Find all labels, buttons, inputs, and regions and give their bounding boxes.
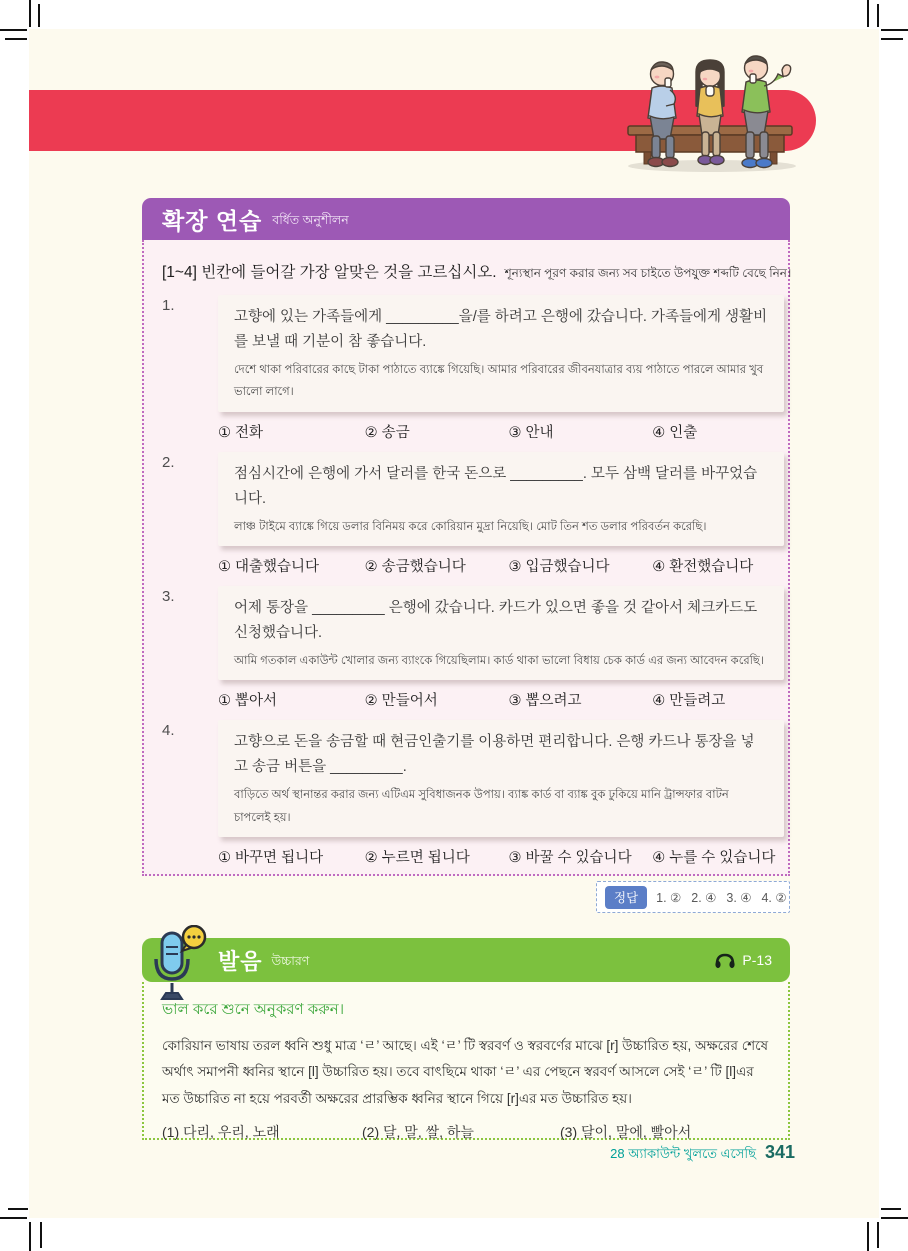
example-3: (3) 달이, 말에, 빨아서 bbox=[560, 1123, 692, 1140]
practice-section-header bbox=[142, 198, 790, 240]
instruction-korean: [1~4] 빈칸에 들어갈 가장 알맞은 것을 고르십시오. bbox=[162, 264, 497, 281]
headphones-icon bbox=[713, 950, 737, 970]
option-1: ① 바꾸면 됩니다 bbox=[218, 850, 324, 867]
practice-title-bengali: বর্ধিত অনুশীলন bbox=[272, 213, 349, 227]
option-1: ① 대출했습니다 bbox=[218, 559, 320, 576]
answer-options bbox=[218, 555, 796, 576]
page-footer bbox=[610, 1142, 795, 1166]
option-2: ② 누르면 됩니다 bbox=[364, 850, 470, 867]
passage-korean: 고향에 있는 가족들에게 _________을/를 하려고 은행에 갔습니다. 가족들에게 생활비를 보낼 때 기분이 참 좋습니다. bbox=[234, 309, 768, 350]
passage-bengali: দেশে থাকা পরিবারের কাছে টাকা পাঠাতে ব্যাঙ্কে গিয়েছি। আমার পরিবারের জীবনযাত্রার ব্যয় পাঠাতে পারলে আমার খুব ভালো লাগে। bbox=[234, 363, 764, 399]
option-3: ③ 안내 bbox=[508, 424, 554, 441]
option-4: ④ 환전했습니다 bbox=[652, 559, 754, 576]
pronunciation-examples bbox=[162, 1122, 770, 1142]
answer-key-badge: 정답 bbox=[605, 886, 647, 909]
audio-track-label: P-13 bbox=[742, 952, 772, 968]
answer-3: 3. ④ bbox=[726, 890, 752, 905]
option-4: ④ 누를 수 있습니다 bbox=[652, 850, 776, 867]
question-3 bbox=[160, 586, 772, 710]
answer-options bbox=[218, 846, 796, 867]
practice-section-body bbox=[142, 240, 790, 876]
question-passage-card bbox=[218, 295, 784, 412]
example-2: (2) 달, 말, 쌀, 하늘 bbox=[362, 1123, 474, 1140]
page-number: 341 bbox=[764, 1142, 795, 1162]
question-4 bbox=[160, 720, 776, 867]
question-number: 1. bbox=[162, 297, 175, 314]
option-4: ④ 만들려고 bbox=[652, 693, 726, 710]
pronunciation-explanation: কোরিয়ান ভাষায় তরল ধ্বনি শুধু মাত্র ‘ㄹ’ আছে। এই ‘ㄹ’ টি স্বরবর্ণ ও স্বরবর্ণের মাঝে [r] উচ্চারিত হয়, অক্ষরের শেষে অর্থাৎ সমাপনী ধ্বনির স্থানে [l] উচ্চারিত হয়। তবে বাৎছিমে থাকা ‘ㄹ’ এর পেছনে স্বরবর্ণ আসলে সেই ‘ㄹ’ টি [l]এর মত উচ্চারিত না হয়ে পরবর্তী অক্ষরের প্রারম্ভিক ধ্বনির স্থানে গিয়ে [r]এর মত উচ্চারিত হয়। bbox=[162, 1038, 769, 1106]
example-1: (1) 다리, 우리, 노래 bbox=[162, 1123, 280, 1140]
audio-track-indicator bbox=[713, 950, 772, 970]
passage-korean: 고향으로 돈을 송금할 때 현금인출기를 이용하면 편리합니다. 은행 카드나 통장을 넣고 송금 버튼을 _________. bbox=[234, 734, 755, 776]
pronunciation-instruction: ভাল করে শুনে অনুকরণ করুন। bbox=[162, 1001, 345, 1018]
option-4: ④ 인출 bbox=[652, 424, 698, 441]
question-passage-card bbox=[218, 720, 784, 837]
answer-options bbox=[218, 689, 796, 710]
chapter-label: 28 অ্যাকাউন্ট খুলতে এসেছি bbox=[610, 1146, 756, 1161]
pronunciation-title-bengali: উচ্চারণ bbox=[271, 953, 310, 968]
microphone-icon bbox=[142, 925, 214, 1005]
question-2 bbox=[160, 452, 772, 576]
answer-key-box bbox=[596, 881, 790, 913]
answer-1: 1. ② bbox=[656, 890, 682, 905]
option-1: ① 전화 bbox=[218, 424, 264, 441]
pronunciation-title-korean: 발음 bbox=[218, 948, 263, 974]
passage-bengali: বাড়িতে অর্থ স্থানান্তর করার জন্য এটিএম সুবিধাজনক উপায়। ব্যাঙ্ক কার্ড বা ব্যাঙ্ক বুক ঢুকিয়ে মানি ট্রান্সফার বাটন চাপলেই হয়। bbox=[234, 789, 729, 824]
passage-bengali: লাঞ্চ টাইমে ব্যাঙ্কে গিয়ে ডলার বিনিময় করে কোরিয়ান মুদ্রা নিয়েছি। মোট তিন শত ডলার পরিবর্তন করেছি। bbox=[234, 520, 707, 533]
passage-bengali: আমি গতকাল একাউন্ট খোলার জন্য ব্যাংকে গিয়েছিলাম। কার্ড থাকা ভালো বিধায় চেক কার্ড এর জন্য আবেদন করেছি। bbox=[234, 654, 765, 667]
passage-korean: 점심시간에 은행에 가서 달러를 한국 돈으로 _________. 모두 삼백 달러를 바꾸었습니다. bbox=[234, 465, 758, 507]
question-number: 2. bbox=[162, 453, 175, 471]
question-number: 4. bbox=[162, 722, 175, 740]
option-3: ③ 바꿀 수 있습니다 bbox=[508, 850, 632, 867]
passage-korean: 어제 통장을 _________ 은행에 갔습니다. 카드가 있으면 좋을 것 같아서 체크카드도 신청했습니다. bbox=[234, 600, 758, 641]
instruction-bengali: শূন্যস্থান পূরণ করার জন্য সব চাইতে উপযুক্ত শব্দটি বেছে নিন। bbox=[504, 266, 792, 280]
answer-4: 4. ② bbox=[761, 890, 787, 905]
practice-title-korean: 확장 연습 bbox=[162, 207, 263, 234]
question-passage-card bbox=[218, 452, 784, 546]
question-1 bbox=[160, 295, 772, 442]
answer-2: 2. ④ bbox=[691, 890, 717, 905]
question-passage-card bbox=[218, 586, 784, 680]
option-1: ① 뽑아서 bbox=[218, 693, 278, 710]
students-illustration bbox=[610, 50, 815, 178]
pronunciation-section-header bbox=[142, 938, 790, 982]
option-2: ② 만들어서 bbox=[364, 693, 438, 710]
question-number: 3. bbox=[162, 588, 175, 606]
pronunciation-section-body bbox=[142, 982, 790, 1140]
speech-bubble-icon bbox=[182, 926, 205, 951]
option-2: ② 송금했습니다 bbox=[364, 559, 466, 576]
option-2: ② 송금 bbox=[364, 424, 410, 441]
answer-key-values bbox=[656, 890, 786, 905]
answer-options bbox=[218, 421, 796, 442]
practice-instruction bbox=[162, 260, 792, 285]
option-3: ③ 입금했습니다 bbox=[508, 559, 610, 576]
option-3: ③ 뽑으려고 bbox=[508, 693, 582, 710]
